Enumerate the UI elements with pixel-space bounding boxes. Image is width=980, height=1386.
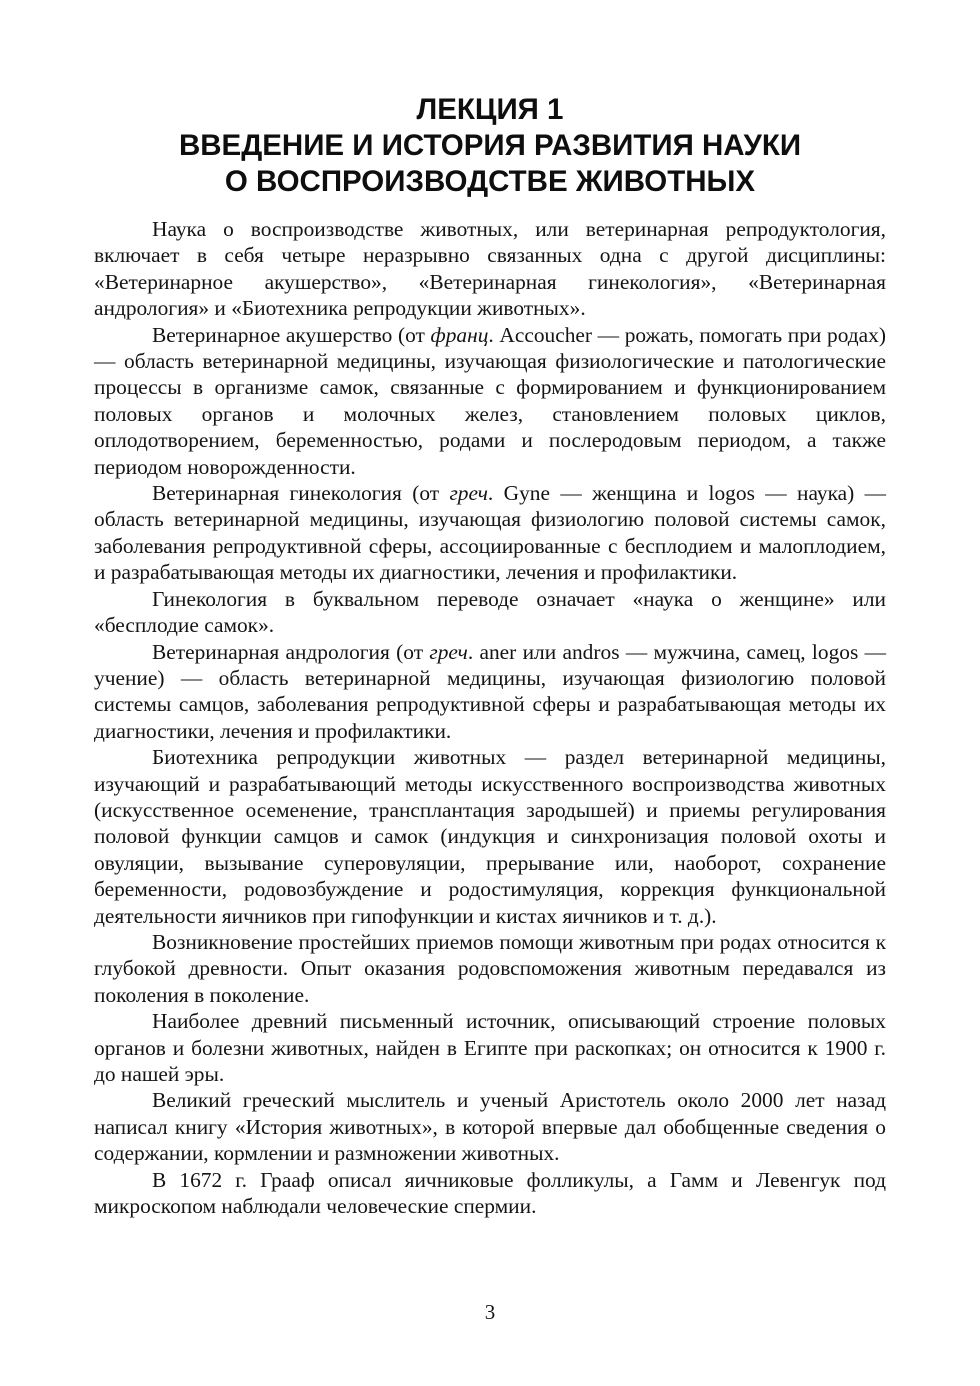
lecture-title-line-1: ВВЕДЕНИЕ И ИСТОРИЯ РАЗВИТИЯ НАУКИ bbox=[178, 129, 802, 162]
paragraph-aristotle: Великий греческий мыслитель и ученый Аристотель около 2000 лет назад написал книгу «История животных», в которой впервые дал обобщенные сведения о содержании, кормлении и размножении животных. bbox=[94, 1088, 886, 1166]
lecture-number: ЛЕКЦИЯ 1 bbox=[416, 93, 564, 126]
page-number: 3 bbox=[484, 1300, 496, 1324]
paragraph-graaf: В 1672 г. Грааф описал яичниковые фолликулы, а Гамм и Левенгук под микроскопом наблюдали человеческие спермии. bbox=[94, 1167, 886, 1219]
paragraph-gynecology-meaning: Гинекология в буквальном переводе означает «наука о женщине» или «бесплодие самок». bbox=[94, 586, 886, 638]
paragraph-obstetrics-rest: . Accoucher — рожать, помогать при родах) — область ветеринарной медицины, изучающая физиологические и патологические процессы в организме самок, связанные с формированием и функционированием половых органов и молочных желез, становлением половых циклов, оплодотворением, беременностью, родами и послеродовым периодом, а также периодом новорожденности. bbox=[94, 322, 886, 479]
paragraph-egypt-source: Наиболее древний письменный источник, описывающий строение половых органов и болезни животных, найден в Египте при раскопках; он относится к 1900 г. до нашей эры. bbox=[94, 1009, 886, 1086]
body-text bbox=[94, 216, 886, 1219]
paragraph-obstetrics-lead: Ветеринарное акушерство (от bbox=[152, 322, 431, 347]
paragraph-history-origin: Возникновение простейших приемов помощи животным при родах относится к глубокой древности. Опыт оказания родовспоможения животным передавался из поколения в поколение. bbox=[94, 929, 886, 1007]
page-content bbox=[94, 92, 886, 1219]
paragraph-gynecology-rest: . Gyne — женщина и logos — наука) — область ветеринарной медицины, изучающая физиологию половой системы самок, заболевания репродуктивной сферы, ассоциированные с бесплодием и малоплодием, и разрабатывающая методы их диагностики, лечения и профилактики. bbox=[94, 481, 887, 585]
paragraph-andrology bbox=[94, 639, 886, 745]
paragraph-gynecology-abbrev: греч bbox=[449, 481, 488, 506]
paragraph-andrology-rest: . aner или andros — мужчина, самец, logos — учение) — область ветеринарной медицины, изучающая физиологию половой системы самцов, заболевания репродуктивной сферы и разрабатывающая методы их диагностики, лечения и профилактики. bbox=[94, 639, 886, 743]
lecture-title-line-2: О ВОСПРОИЗВОДСТВЕ ЖИВОТНЫХ bbox=[224, 165, 756, 198]
paragraph-biotechnics: Биотехника репродукции животных — раздел ветеринарной медицины, изучающий и разрабатывающий методы искусственного воспроизводства животных (искусственное осеменение, трансплантация зародышей) и приемы регулирования половой функции самцов и самок (индукция и синхронизация половой охоты и овуляции, вызывание суперовуляции, прерывание или, наоборот, сохранение беременности, родовозбуждение и родостимуляция, коррекция функциональной деятельности яичников при гипофункции и кистах яичников и т. д.). bbox=[94, 745, 886, 928]
paragraph-gynecology-lead: Ветеринарная гинекология (от bbox=[152, 481, 450, 506]
paragraph-obstetrics bbox=[94, 322, 886, 480]
paragraph-obstetrics-abbrev: франц bbox=[430, 322, 489, 347]
paragraph-gynecology bbox=[94, 480, 886, 586]
lecture-heading bbox=[94, 92, 886, 200]
paragraph-andrology-lead: Ветеринарная андрология (от bbox=[152, 639, 430, 664]
paragraph-reproductology: Наука о воспроизводстве животных, или ветеринарная репродуктология, включает в себя четыре неразрывно связанных одна с другой дисциплины: «Ветеринарное акушерство», «Ветеринарная гинекология», «Ветеринарная андрология» и «Биотехника репродукции животных». bbox=[94, 217, 886, 321]
paragraph-andrology-abbrev: греч bbox=[429, 639, 468, 664]
